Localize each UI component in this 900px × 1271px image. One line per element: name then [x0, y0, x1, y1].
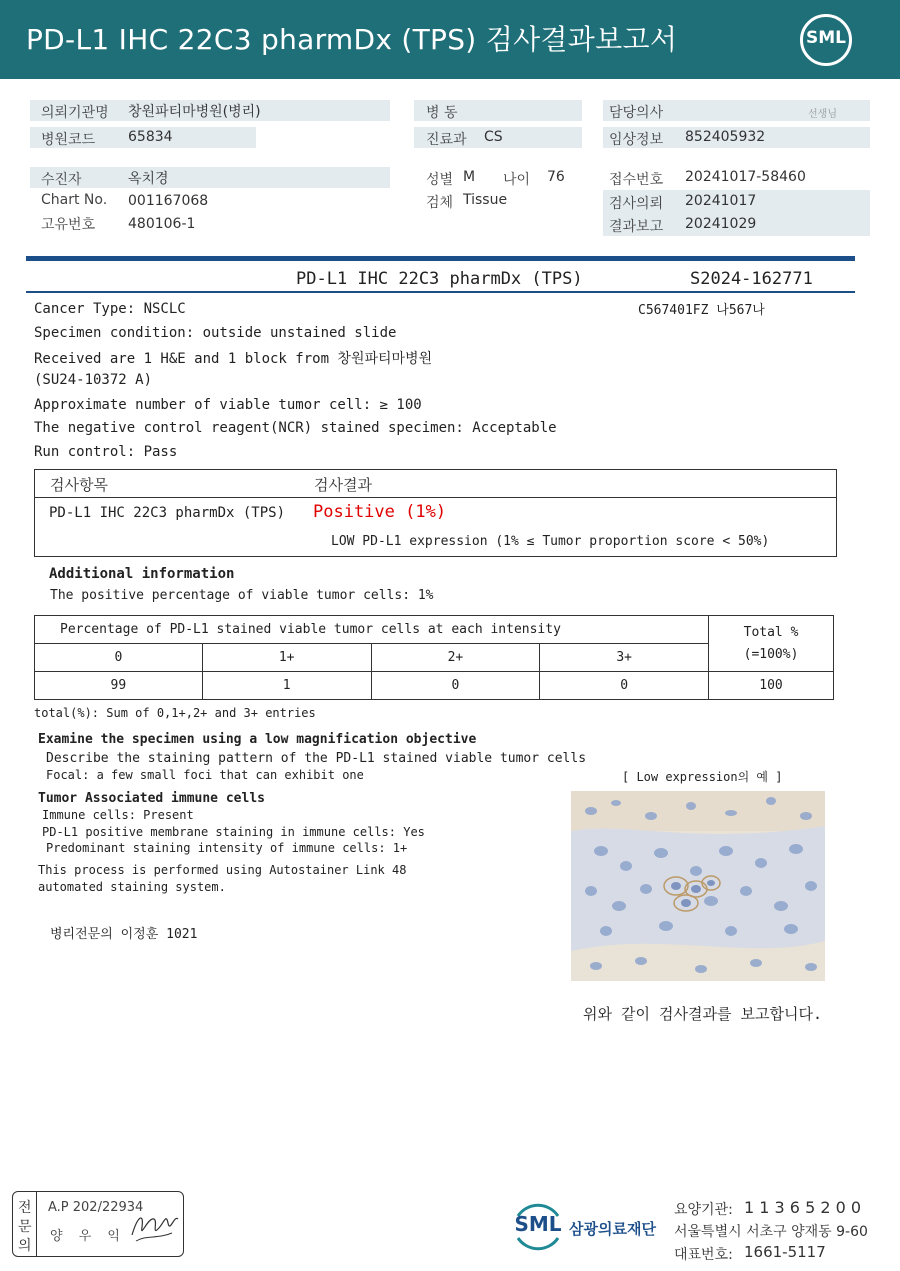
- stamp-divider: [36, 1191, 37, 1257]
- result-item: PD-L1 IHC 22C3 pharmDx (TPS): [49, 505, 286, 521]
- chart-value: 001167068: [128, 193, 209, 209]
- examine-heading: Examine the specimen using a low magnification objective: [38, 732, 477, 747]
- cancer-type: Cancer Type: NSCLC: [34, 301, 186, 317]
- result-table-divider: [34, 497, 837, 498]
- level-1: 1+: [202, 644, 371, 672]
- value-3: 0: [540, 672, 709, 700]
- sex-value: M: [463, 169, 476, 185]
- level-0: 0: [35, 644, 203, 672]
- dept-value: CS: [484, 129, 503, 145]
- block-reference: (SU24-10372 A): [34, 372, 153, 388]
- immune-line2: PD-L1 positive membrane staining in immune cells: Yes: [42, 825, 425, 839]
- dept-label: 진료과: [426, 132, 467, 148]
- examine-line2: Focal: a few small foci that can exhibit one: [46, 768, 364, 782]
- additional-heading: Additional information: [49, 566, 235, 582]
- row-bg: [30, 167, 390, 188]
- handwritten-signature: [128, 1205, 182, 1247]
- phone-label: 대표번호:: [674, 1247, 733, 1263]
- result-interpretation: LOW PD-L1 expression (1% ≤ Tumor proportion score < 50%): [331, 534, 770, 549]
- patient-name: 옥치경: [128, 171, 169, 187]
- received-line: Received are 1 H&E and 1 block from 창원파티마병원: [34, 351, 433, 367]
- age-value: 76: [547, 169, 565, 185]
- closing-statement: 위와 같이 검사결과를 보고합니다.: [583, 1005, 822, 1023]
- intensity-header: Percentage of PD-L1 stained viable tumor cells at each intensity: [35, 616, 709, 644]
- uid-label: 고유번호: [41, 217, 96, 233]
- org-logo-text: SML: [514, 1212, 562, 1236]
- report-number: S2024-162771: [690, 269, 813, 289]
- request-label: 검사의뢰: [609, 196, 664, 212]
- specimen-label: 검체: [426, 195, 454, 211]
- org-name: 삼광의료재단: [569, 1220, 656, 1238]
- phone-value: 1661-5117: [744, 1243, 826, 1261]
- receipt-value: 20241017-58460: [685, 169, 806, 185]
- ncr-line: The negative control reagent(NCR) stained specimen: Acceptable: [34, 420, 557, 436]
- patient-label: 수진자: [41, 172, 82, 188]
- divider: [26, 256, 855, 261]
- sex-label: 성별: [426, 172, 454, 188]
- total-header-sub: (=100%): [743, 646, 799, 662]
- viable-cell-count: Approximate number of viable tumor cell: ≥ 100: [34, 397, 422, 413]
- report-date-value: 20241029: [685, 216, 757, 232]
- pathologist-signature: 병리전문의 이정훈 1021: [50, 927, 198, 942]
- additional-text: The positive percentage of viable tumor cells: 1%: [50, 588, 434, 603]
- inst-code-label: 요양기관:: [674, 1202, 733, 1218]
- age-label: 나이: [503, 172, 531, 188]
- total-footnote: total(%): Sum of 0,1+,2+ and 3+ entries: [34, 706, 316, 720]
- level-2: 2+: [371, 644, 540, 672]
- stamp-char: 문: [18, 1219, 32, 1235]
- value-total: 100: [709, 672, 834, 700]
- total-header: [709, 616, 834, 672]
- clinical-value: 852405932: [685, 129, 766, 145]
- process-line2: automated staining system.: [38, 880, 226, 894]
- process-line1: This process is performed using Autostainer Link 48: [38, 863, 407, 877]
- intensity-table: [34, 615, 834, 700]
- value-2: 0: [371, 672, 540, 700]
- col-result-header: 검사결과: [314, 476, 372, 494]
- ward-label: 병 동: [426, 105, 458, 121]
- request-value: 20241017: [685, 193, 757, 209]
- report-date-label: 결과보고: [609, 219, 664, 235]
- specimen-condition: Specimen condition: outside unstained slide: [34, 325, 397, 341]
- hospital-code-value: 65834: [128, 129, 173, 145]
- institution-label: 의뢰기관명: [41, 105, 109, 121]
- value-1: 1: [202, 672, 371, 700]
- microscope-image: [571, 791, 825, 981]
- block-id: C567401FZ 나567나: [638, 303, 765, 318]
- col-item-header: 검사항목: [50, 476, 108, 494]
- immune-line3: Predominant staining intensity of immune cells: 1+: [46, 841, 408, 855]
- stamp-char: 의: [18, 1238, 32, 1254]
- org-address: 서울특별시 서초구 양재동 9-60: [674, 1224, 868, 1240]
- receipt-label: 접수번호: [609, 172, 664, 188]
- stamp-name: 양 우 익: [50, 1229, 126, 1244]
- divider: [26, 291, 855, 293]
- institution-value: 창원파티마병원(병리): [128, 104, 261, 120]
- immune-line1: Immune cells: Present: [42, 808, 194, 822]
- total-header-label: Total %: [743, 624, 799, 640]
- clinical-label: 임상정보: [609, 132, 664, 148]
- run-control: Run control: Pass: [34, 444, 178, 460]
- examine-line1: Describe the staining pattern of the PD-L1 stained viable tumor cells: [46, 751, 587, 766]
- specimen-value: Tissue: [463, 192, 508, 208]
- value-0: 99: [35, 672, 203, 700]
- test-title: PD-L1 IHC 22C3 pharmDx (TPS): [296, 269, 583, 289]
- inst-code-value: 1 1 3 6 5 2 0 0: [744, 1198, 862, 1217]
- result-value: Positive (1%): [313, 502, 447, 522]
- doctor-label: 담당의사: [609, 105, 664, 121]
- chart-label: Chart No.: [41, 192, 108, 208]
- report-title: PD-L1 IHC 22C3 pharmDx (TPS) 검사결과보고서: [26, 23, 678, 56]
- stamp-char: 전: [18, 1200, 32, 1216]
- sml-logo-text: SML: [806, 28, 846, 48]
- doctor-suffix: 선생님: [808, 109, 837, 120]
- image-caption: [ Low expression의 예 ]: [622, 770, 783, 784]
- uid-value: 480106-1: [128, 216, 196, 232]
- level-3: 3+: [540, 644, 709, 672]
- stamp-license: A.P 202/22934: [48, 1200, 144, 1215]
- hospital-code-label: 병원코드: [41, 132, 96, 148]
- immune-heading: Tumor Associated immune cells: [38, 791, 265, 806]
